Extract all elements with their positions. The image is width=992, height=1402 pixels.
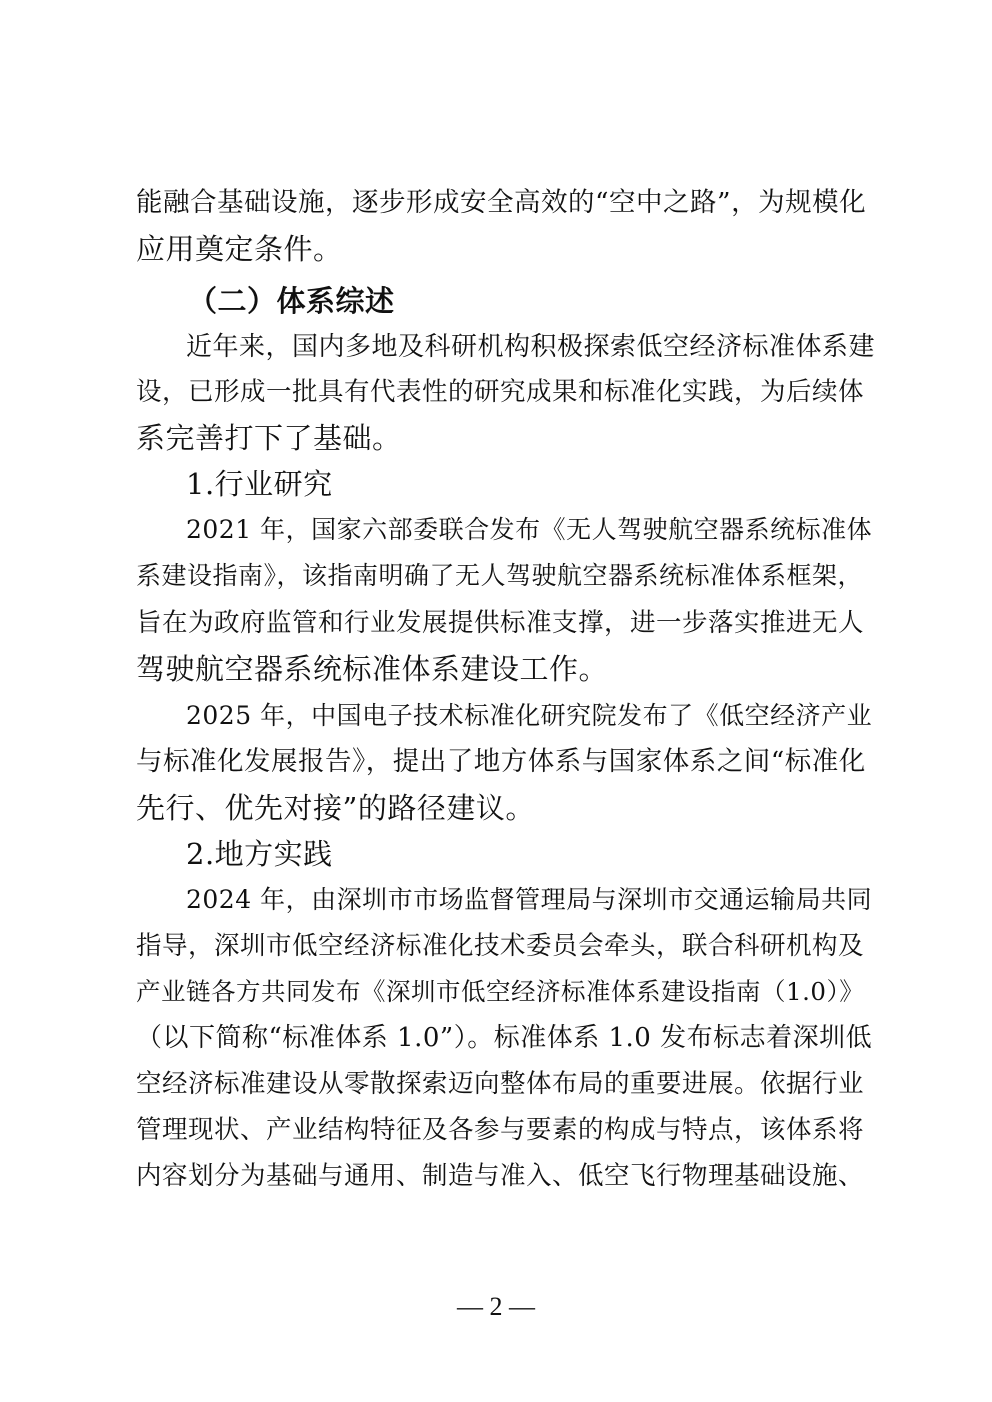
body-text-line: 近年来，国内多地及科研机构积极探索低空经济标准体系建 xyxy=(186,332,876,362)
body-text-line: 管理现状、产业结构特征及各参与要素的构成与特点，该体系将 xyxy=(136,1115,865,1145)
body-text-line: 设，已形成一批具有代表性的研究成果和标准化实践，为后续体 xyxy=(136,377,865,407)
body-text-line: 与标准化发展报告》，提出了地方体系与国家体系之间“标准化 xyxy=(136,746,866,777)
body-text-line: 系完善打下了基础。 xyxy=(136,421,402,455)
body-text-line: 应用奠定条件。 xyxy=(136,232,343,266)
body-text-line: （以下简称“标准体系 1.0”）。标准体系 1.0 发布标志着深圳低 xyxy=(136,1023,873,1053)
body-text-line: 能融合基础设施，逐步形成安全高效的“空中之路”，为规模化 xyxy=(136,187,867,218)
body-text-line: 系建设指南》，该指南明确了无人驾驶航空器系统标准体系框架， xyxy=(136,561,864,590)
subsection-heading: 1.行业研究 xyxy=(186,467,333,501)
body-text-line: 内容划分为基础与通用、制造与准入、低空飞行物理基础设施、 xyxy=(136,1161,865,1191)
section-heading: （二）体系综述 xyxy=(188,284,395,318)
body-text-line: 指导，深圳市低空经济标准化技术委员会牵头，联合科研机构及 xyxy=(136,931,865,961)
body-text-line: 旨在为政府监管和行业发展提供标准支撑，进一步落实推进无人 xyxy=(136,608,865,638)
subsection-heading: 2.地方实践 xyxy=(186,837,333,871)
body-text-line: 先行、优先对接”的路径建议。 xyxy=(136,791,535,825)
body-text-line: 空经济标准建设从零散探索迈向整体布局的重要进展。依据行业 xyxy=(136,1069,865,1099)
body-text-line: 2025 年，中国电子技术标准化研究院发布了《低空经济产业 xyxy=(186,701,873,730)
body-text-line: 2021 年，国家六部委联合发布《无人驾驶航空器系统标准体 xyxy=(186,515,873,544)
body-text-line: 产业链各方共同发布《深圳市低空经济标准体系建设指南（1.0）》 xyxy=(136,977,865,1006)
page-number: — 2 — xyxy=(457,1292,535,1321)
body-text-line: 2024 年，由深圳市市场监督管理局与深圳市交通运输局共同 xyxy=(186,885,873,914)
body-text-line: 驾驶航空器系统标准体系建设工作。 xyxy=(136,652,609,686)
